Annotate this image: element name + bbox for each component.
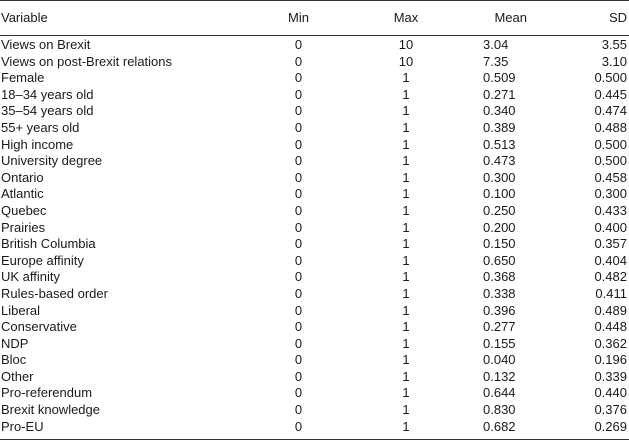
cell-mean: 7.35 [483,53,509,69]
cell-min: 0 [294,219,303,235]
cell-mean: 0.650 [483,252,516,268]
cell-sd: 0.411 [595,285,627,301]
cell-mean: 0.338 [483,285,516,301]
cell-min: 0 [294,86,303,102]
header-row [0,1,629,36]
cell-min: 0 [294,169,303,185]
cell-mean: 0.300 [483,169,516,185]
cell-mean: 0.132 [483,368,516,384]
cell-max: 10 [398,37,414,52]
cell-sd: 3.10 [601,53,627,69]
cell-variable: High income [1,136,74,152]
cell-sd: 0.400 [594,219,627,235]
cell-max: 1 [402,103,410,119]
cell-sd: 0.404 [594,252,627,268]
header-mean: Mean [494,9,527,25]
table-row [0,369,629,386]
cell-min: 0 [294,335,303,351]
cell-max: 1 [402,252,410,268]
cell-variable: 18–34 years old [1,86,94,102]
cell-variable: NDP [1,335,29,351]
table-row [0,36,629,54]
cell-variable: Female [1,70,45,86]
cell-mean: 0.389 [483,119,516,135]
cell-sd: 0.500 [594,70,627,86]
cell-mean: 0.040 [483,352,516,368]
cell-mean: 0.509 [483,70,516,86]
cell-min: 0 [294,352,303,368]
cell-sd: 0.357 [594,236,627,252]
cell-max: 1 [402,368,410,384]
cell-max: 1 [402,202,410,218]
cell-variable: Europe affinity [1,252,84,268]
cell-max: 1 [402,269,410,285]
cell-mean: 0.830 [483,402,516,418]
cell-mean: 0.150 [483,236,516,252]
cell-min: 0 [294,202,303,218]
cell-min: 0 [294,186,303,202]
cell-variable: Liberal [1,302,41,318]
cell-min: 0 [294,70,303,86]
cell-min: 0 [294,302,303,318]
cell-min: 0 [294,368,303,384]
cell-min: 0 [294,269,303,285]
cell-min: 0 [294,402,303,418]
cell-sd: 0.269 [594,418,627,434]
cell-sd: 0.474 [594,103,627,119]
cell-sd: 0.440 [594,385,627,401]
cell-variable: Atlantic [1,186,44,202]
table-row [0,385,629,402]
cell-mean: 0.200 [483,219,516,235]
cell-variable: University degree [1,153,103,169]
table-body [0,36,629,440]
cell-max: 1 [402,285,410,301]
table-header [0,1,629,36]
table-row [0,269,629,286]
cell-mean: 3.04 [483,37,509,52]
header-variable: Variable [1,9,48,25]
cell-min: 0 [294,319,303,335]
cell-max: 1 [402,236,410,252]
cell-sd: 0.339 [594,368,627,384]
cell-max: 1 [402,169,410,185]
cell-min: 0 [294,103,303,119]
cell-max: 10 [398,53,414,69]
table-row [0,286,629,303]
cell-sd: 0.445 [594,86,627,102]
cell-min: 0 [294,285,303,301]
table-row [0,170,629,187]
cell-min: 0 [294,37,303,52]
cell-max: 1 [402,153,410,169]
cell-max: 1 [402,402,410,418]
table-row [0,137,629,154]
cell-mean: 0.100 [483,186,516,202]
cell-min: 0 [294,418,303,434]
table-row [0,220,629,237]
cell-sd: 3.55 [601,37,627,52]
cell-max: 1 [402,70,410,86]
cell-variable: Quebec [1,202,47,218]
cell-max: 1 [402,385,410,401]
cell-min: 0 [294,136,303,152]
cell-mean: 0.340 [483,103,516,119]
table-row [0,352,629,369]
cell-min: 0 [294,53,303,69]
cell-min: 0 [294,252,303,268]
cell-variable: Prairies [1,219,46,235]
table-row [0,236,629,253]
cell-variable: Ontario [1,169,44,185]
cell-max: 1 [402,86,410,102]
table-row [0,120,629,137]
cell-max: 1 [402,302,410,318]
cell-mean: 0.368 [483,269,516,285]
table-row [0,54,629,71]
table-row [0,319,629,336]
cell-min: 0 [294,153,303,169]
table-row [0,419,629,440]
cell-variable: 35–54 years old [1,103,94,119]
table-row [0,153,629,170]
table-row [0,70,629,87]
cell-sd: 0.448 [594,319,627,335]
cell-sd: 0.482 [594,269,627,285]
cell-max: 1 [402,418,410,434]
table-row [0,203,629,220]
cell-variable: Views on Brexit [1,37,91,52]
cell-max: 1 [402,136,410,152]
header-max: Max [393,9,419,25]
cell-variable: Pro-referendum [1,385,93,401]
cell-max: 1 [402,186,410,202]
cell-variable: UK affinity [1,269,61,285]
cell-max: 1 [402,119,410,135]
cell-sd: 0.488 [594,119,627,135]
cell-sd: 0.300 [594,186,627,202]
cell-mean: 0.271 [483,86,516,102]
cell-variable: Pro-EU [1,418,44,434]
table-row [0,87,629,104]
cell-sd: 0.362 [594,335,627,351]
cell-max: 1 [402,219,410,235]
cell-sd: 0.376 [594,402,627,418]
cell-sd: 0.500 [594,136,627,152]
table-row [0,253,629,270]
cell-max: 1 [402,335,410,351]
cell-variable: British Columbia [1,236,96,252]
table-row [0,402,629,419]
cell-variable: Bloc [1,352,27,368]
cell-mean: 0.513 [483,136,516,152]
cell-mean: 0.682 [483,418,516,434]
cell-mean: 0.250 [483,202,516,218]
cell-min: 0 [294,385,303,401]
cell-max: 1 [402,352,410,368]
cell-mean: 0.473 [483,153,516,169]
cell-sd: 0.489 [594,302,627,318]
table-row [0,303,629,320]
cell-variable: Conservative [1,319,77,335]
header-min: Min [288,9,309,25]
cell-variable: 55+ years old [1,119,80,135]
cell-sd: 0.433 [594,202,627,218]
cell-variable: Brexit knowledge [1,402,100,418]
header-sd: SD [608,9,627,25]
cell-min: 0 [294,236,303,252]
cell-variable: Other [1,368,34,384]
cell-sd: 0.458 [594,169,627,185]
table-row [0,336,629,353]
cell-variable: Views on post-Brexit relations [1,53,173,69]
table-row [0,186,629,203]
cell-mean: 0.644 [483,385,516,401]
table-row [0,103,629,120]
cell-mean: 0.277 [483,319,516,335]
cell-mean: 0.396 [483,302,516,318]
cell-variable: Rules-based order [1,285,108,301]
cell-sd: 0.500 [594,153,627,169]
cell-sd: 0.196 [594,352,627,368]
cell-min: 0 [294,119,303,135]
cell-mean: 0.155 [483,335,516,351]
cell-max: 1 [402,319,410,335]
